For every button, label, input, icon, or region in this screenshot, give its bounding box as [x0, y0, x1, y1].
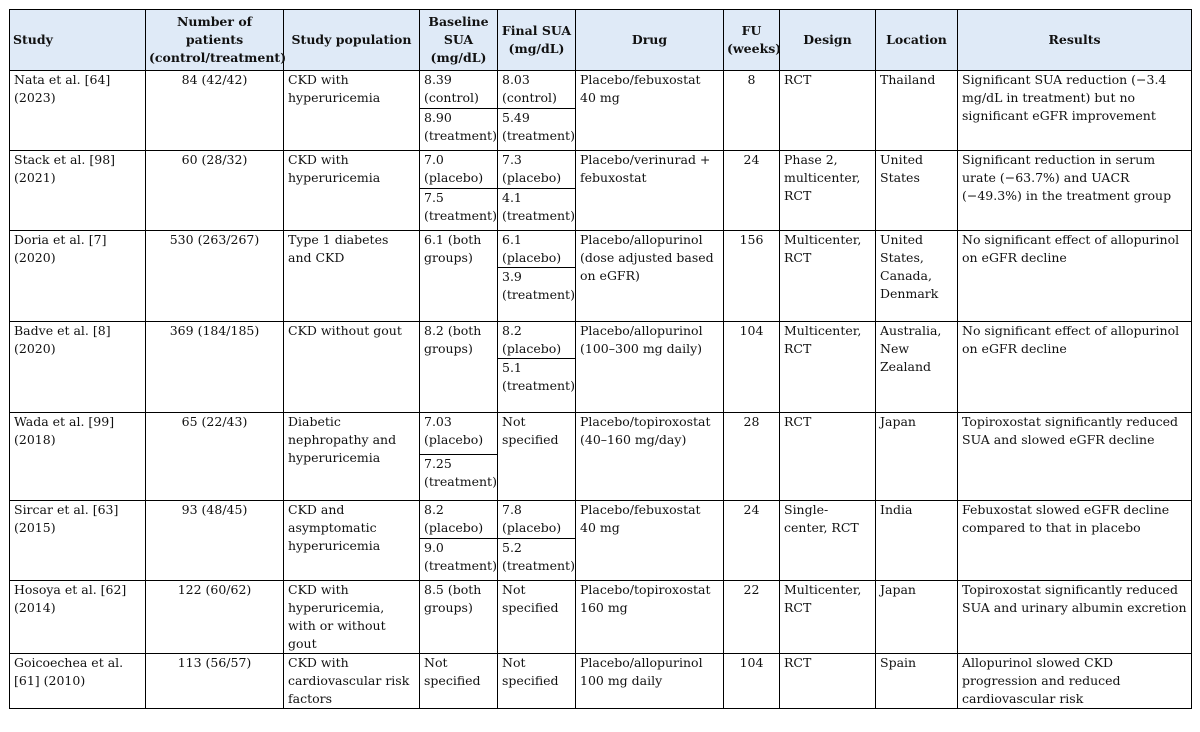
cell-drug: Placebo/verinurad + febuxostat [576, 151, 724, 231]
header-baseline-sua: Baseline SUA (mg/dL) [420, 10, 498, 71]
header-fu: FU (weeks) [724, 10, 780, 71]
cell-baseline-sua: 8.5 (both groups) [420, 581, 498, 654]
cell-population: CKD with hyperuricemia [284, 71, 420, 151]
cell-population: CKD without gout [284, 322, 420, 413]
cell-fu: 24 [724, 501, 780, 581]
cell-final-sua: Not specified [498, 654, 576, 709]
cell-baseline-sua: 8.90 (treatment) [420, 109, 498, 151]
header-results: Results [958, 10, 1192, 71]
cell-location: Australia, New Zealand [876, 322, 958, 413]
cell-fu: 104 [724, 322, 780, 413]
cell-baseline-sua: 9.0 (treatment) [420, 539, 498, 581]
cell-fu: 104 [724, 654, 780, 709]
cell-baseline-sua: 6.1 (both groups) [420, 231, 498, 322]
cell-results: Febuxostat slowed eGFR decline compared to that in placebo [958, 501, 1192, 581]
cell-design: RCT [780, 71, 876, 151]
table-row [10, 654, 1192, 709]
cell-baseline-sua: 7.25 (treatment) [420, 455, 498, 501]
cell-design: Phase 2, multicenter, RCT [780, 151, 876, 231]
cell-results: Allopurinol slowed CKD progression and reduced cardiovascular risk [958, 654, 1192, 709]
cell-location: United States [876, 151, 958, 231]
table-body [10, 71, 1192, 709]
header-location: Location [876, 10, 958, 71]
cell-final-sua: 5.2 (treatment) [498, 539, 576, 581]
header-patients: Number of patients (control/treatment) [146, 10, 284, 71]
cell-design: Multicenter, RCT [780, 581, 876, 654]
cell-population: CKD with hyperuricemia, with or without gout [284, 581, 420, 654]
header-population: Study population [284, 10, 420, 71]
cell-drug: Placebo/allopurinol (dose adjusted based on eGFR) [576, 231, 724, 322]
cell-location: Japan [876, 413, 958, 501]
cell-design: RCT [780, 413, 876, 501]
cell-population: Diabetic nephropathy and hyperuricemia [284, 413, 420, 501]
cell-final-sua: 8.2 (placebo) [498, 322, 576, 359]
cell-patients: 530 (263/267) [146, 231, 284, 322]
cell-drug: Placebo/febuxostat 40 mg [576, 501, 724, 581]
cell-results: Topiroxostat significantly reduced SUA and urinary albumin excretion [958, 581, 1192, 654]
cell-fu: 22 [724, 581, 780, 654]
cell-results: No significant effect of allopurinol on eGFR decline [958, 231, 1192, 322]
table-row [10, 413, 1192, 455]
cell-study: Hosoya et al. [62] (2014) [10, 581, 146, 654]
cell-baseline-sua: 7.0 (placebo) [420, 151, 498, 189]
cell-location: India [876, 501, 958, 581]
cell-study: Sircar et al. [63] (2015) [10, 501, 146, 581]
cell-final-sua: 7.3 (placebo) [498, 151, 576, 189]
header-row [10, 10, 1192, 71]
table-row [10, 71, 1192, 109]
cell-baseline-sua: 8.2 (both groups) [420, 322, 498, 413]
cell-location: Spain [876, 654, 958, 709]
cell-results: Significant reduction in serum urate (−63.7%) and UACR (−49.3%) in the treatment group [958, 151, 1192, 231]
cell-baseline-sua: 7.5 (treatment) [420, 189, 498, 231]
cell-design: Single-center, RCT [780, 501, 876, 581]
cell-location: Thailand [876, 71, 958, 151]
cell-drug: Placebo/topiroxostat (40–160 mg/day) [576, 413, 724, 501]
header-final-sua: Final SUA (mg/dL) [498, 10, 576, 71]
cell-patients: 84 (42/42) [146, 71, 284, 151]
cell-baseline-sua: 8.39 (control) [420, 71, 498, 109]
cell-fu: 28 [724, 413, 780, 501]
cell-final-sua: 4.1 (treatment) [498, 189, 576, 231]
cell-study: Wada et al. [99] (2018) [10, 413, 146, 501]
cell-drug: Placebo/febuxostat 40 mg [576, 71, 724, 151]
cell-location: Japan [876, 581, 958, 654]
cell-results: No significant effect of allopurinol on eGFR decline [958, 322, 1192, 413]
cell-final-sua: 7.8 (placebo) [498, 501, 576, 539]
cell-design: RCT [780, 654, 876, 709]
cell-study: Badve et al. [8] (2020) [10, 322, 146, 413]
cell-baseline-sua: 8.2 (placebo) [420, 501, 498, 539]
cell-patients: 369 (184/185) [146, 322, 284, 413]
cell-population: CKD with cardiovascular risk factors [284, 654, 420, 709]
cell-patients: 113 (56/57) [146, 654, 284, 709]
cell-population: Type 1 diabetes and CKD [284, 231, 420, 322]
cell-final-sua: 3.9 (treatment) [498, 268, 576, 322]
cell-study: Doria et al. [7] (2020) [10, 231, 146, 322]
cell-population: CKD with hyperuricemia [284, 151, 420, 231]
cell-patients: 122 (60/62) [146, 581, 284, 654]
cell-drug: Placebo/topiroxostat 160 mg [576, 581, 724, 654]
cell-study: Nata et al. [64] (2023) [10, 71, 146, 151]
cell-fu: 24 [724, 151, 780, 231]
header-design: Design [780, 10, 876, 71]
cell-final-sua: Not specified [498, 413, 576, 501]
cell-fu: 156 [724, 231, 780, 322]
cell-population: CKD and asymptomatic hyperuricemia [284, 501, 420, 581]
table-row [10, 231, 1192, 268]
cell-patients: 93 (48/45) [146, 501, 284, 581]
table-row [10, 322, 1192, 359]
cell-design: Multicenter, RCT [780, 322, 876, 413]
cell-location: United States, Canada, Denmark [876, 231, 958, 322]
cell-study: Goicoechea et al. [61] (2010) [10, 654, 146, 709]
cell-patients: 60 (28/32) [146, 151, 284, 231]
cell-study: Stack et al. [98] (2021) [10, 151, 146, 231]
cell-results: Significant SUA reduction (−3.4 mg/dL in treatment) but no significant eGFR improvement [958, 71, 1192, 151]
header-study: Study [10, 10, 146, 71]
cell-final-sua: Not specified [498, 581, 576, 654]
cell-fu: 8 [724, 71, 780, 151]
table-row [10, 151, 1192, 189]
cell-final-sua: 6.1 (placebo) [498, 231, 576, 268]
table-row [10, 581, 1192, 654]
header-drug: Drug [576, 10, 724, 71]
trials-table [9, 9, 1192, 709]
cell-results: Topiroxostat significantly reduced SUA and slowed eGFR decline [958, 413, 1192, 501]
cell-final-sua: 5.1 (treatment) [498, 359, 576, 413]
cell-patients: 65 (22/43) [146, 413, 284, 501]
cell-baseline-sua: Not specified [420, 654, 498, 709]
cell-final-sua: 5.49 (treatment) [498, 109, 576, 151]
cell-design: Multicenter, RCT [780, 231, 876, 322]
table-row [10, 501, 1192, 539]
cell-drug: Placebo/allopurinol (100–300 mg daily) [576, 322, 724, 413]
cell-final-sua: 8.03 (control) [498, 71, 576, 109]
cell-drug: Placebo/allopurinol 100 mg daily [576, 654, 724, 709]
cell-baseline-sua: 7.03 (placebo) [420, 413, 498, 455]
